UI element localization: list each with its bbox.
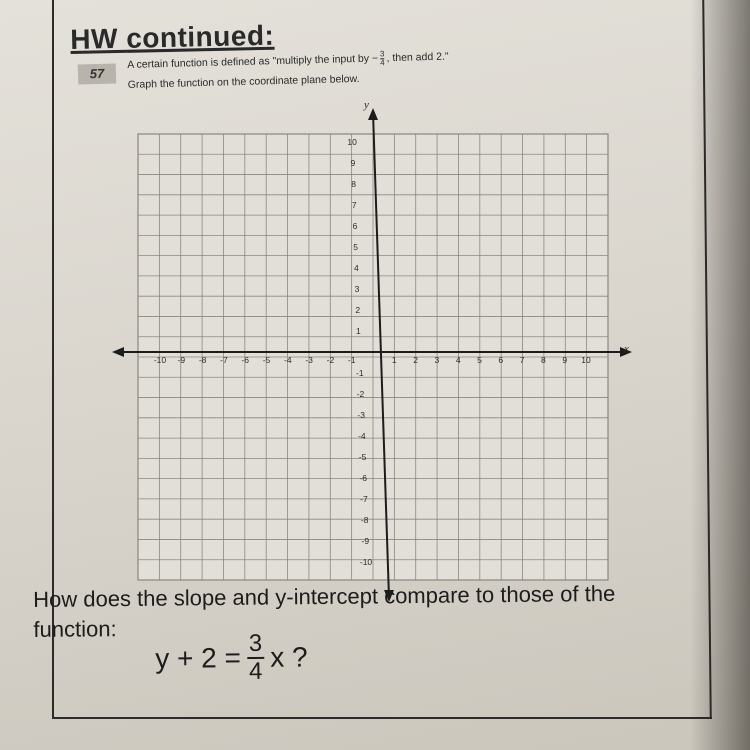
- y-tick-label: -4: [358, 431, 366, 441]
- x-tick-label: 2: [413, 355, 418, 365]
- y-tick-label: -7: [360, 494, 368, 504]
- comparison-equation: [155, 630, 308, 686]
- x-tick-label: -1: [347, 355, 356, 365]
- y-tick-label: -5: [358, 452, 367, 462]
- x-tick-label: -4: [284, 355, 292, 365]
- x-tick-label: -3: [305, 355, 313, 365]
- y-tick-label: -10: [359, 557, 373, 567]
- y-axis-arrow-up: [368, 108, 378, 120]
- x-axis-label: x: [624, 343, 629, 355]
- x-tick-label: 4: [455, 355, 461, 365]
- x-tick-label: -2: [326, 355, 335, 365]
- x-tick-label: -5: [262, 355, 271, 365]
- x-tick-label: 8: [541, 355, 546, 365]
- y-tick-label: 1: [356, 326, 361, 336]
- y-tick-label: -2: [356, 389, 365, 399]
- followup-line-2: function:: [33, 616, 117, 642]
- y-tick-label: -8: [360, 515, 369, 525]
- prompt-line-1: A certain function is defined as "multiply the input by − $\frac{3}{4}$ , then add 2.": [127, 48, 449, 71]
- x-tick-label: 9: [562, 355, 568, 365]
- y-tick-label: 5: [353, 242, 359, 252]
- equation-right: x ?: [270, 641, 308, 673]
- y-tick-label: 7: [351, 200, 357, 210]
- x-tick-label: -10: [153, 355, 167, 365]
- x-tick-label: -8: [198, 355, 207, 365]
- equation-fraction: [247, 631, 265, 685]
- grid-lines: [138, 134, 608, 580]
- y-tick-label: -9: [361, 536, 370, 546]
- prompt-fraction: $\frac{3}{4}$: [379, 48, 385, 68]
- x-tick-label: 10: [581, 355, 591, 365]
- equation-left: y + 2 =: [155, 642, 242, 674]
- y-tick-label: 6: [352, 221, 358, 231]
- x-axis-arrow-left: [112, 347, 124, 357]
- y-tick-label: -6: [359, 473, 368, 483]
- y-tick-label: -3: [357, 410, 365, 420]
- followup-line-1: How does the slope and y-intercept compare to those of the: [33, 580, 616, 612]
- page-title: HW continued:: [70, 19, 275, 55]
- equation-denominator: 4: [248, 657, 263, 686]
- x-tick-label: -6: [241, 355, 249, 365]
- y-tick-label: 2: [355, 305, 361, 315]
- x-tick-label: 3: [434, 355, 440, 365]
- x-tick-label: 6: [498, 355, 504, 365]
- x-tick-label: 1: [391, 355, 397, 365]
- y-tick-label: -1: [356, 368, 364, 378]
- equation-numerator: 3: [247, 631, 265, 659]
- y-tick-label: 8: [351, 179, 356, 189]
- followup-question: [33, 579, 616, 645]
- x-tick-label: -9: [177, 355, 186, 365]
- x-tick-label: 7: [519, 355, 525, 365]
- prompt-line-2: Graph the function on the coordinate plane below.: [127, 72, 360, 91]
- y-tick-label: 3: [354, 284, 360, 294]
- y-axis-label: y: [364, 99, 369, 111]
- x-tick-label: 5: [477, 355, 482, 365]
- x-tick-label: -7: [220, 355, 228, 365]
- y-tick-label: 10: [347, 137, 357, 147]
- y-tick-label: 4: [353, 263, 359, 273]
- question-number: 57: [78, 64, 117, 85]
- y-tick-label: 9: [350, 158, 356, 168]
